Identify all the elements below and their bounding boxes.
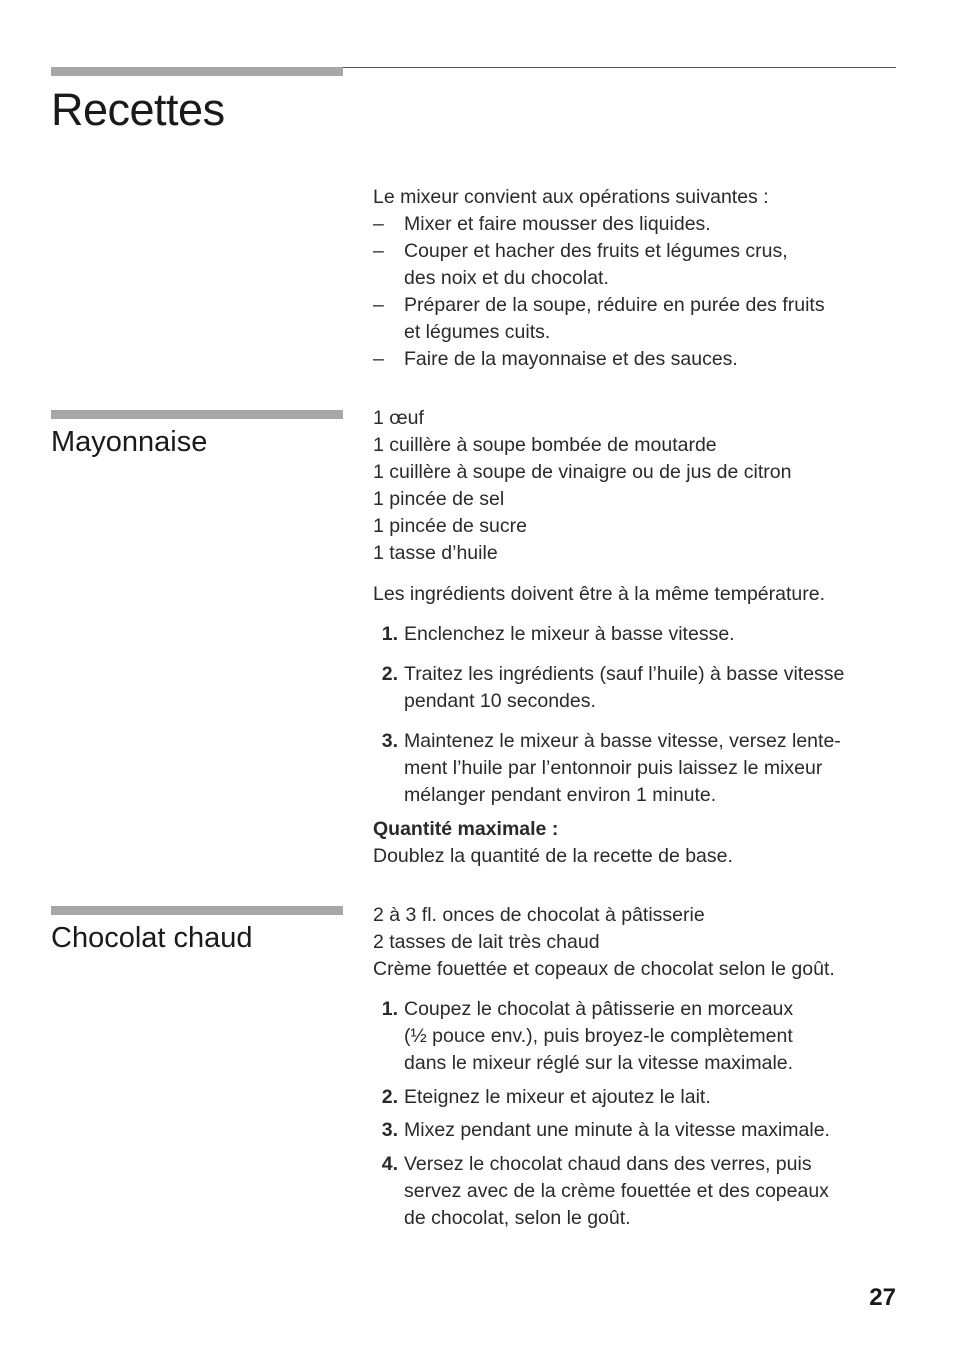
bullet-dash: – (373, 348, 384, 370)
section-bar-chocolat (51, 906, 343, 915)
chocolat-step-1: 1. Coupez le chocolat à pâtisserie en morceaux (½ pouce env.), puis broyez-le complètement dans le mixeur réglé sur la vitesse maximale. (373, 996, 896, 1077)
max-label: Quantité maximale : (373, 818, 559, 840)
mayonnaise-step-2: 2. Traitez les ingrédients (sauf l’huile) à basse vitesse pendant 10 secondes. (373, 661, 896, 715)
step-number: 2. (381, 663, 398, 685)
list-item: – Faire de la mayonnaise et des sauces. (373, 346, 896, 373)
ingredient: Crème fouettée et copeaux de chocolat selon le goût. (373, 958, 835, 980)
intro-block (373, 184, 896, 373)
bullet-dash: – (373, 294, 384, 316)
intro-lead: Le mixeur convient aux opérations suivantes : (373, 186, 769, 208)
step-number: 1. (381, 998, 398, 1020)
step-number: 2. (381, 1086, 398, 1108)
mayonnaise-note: Les ingrédients doivent être à la même température. (373, 583, 825, 605)
step-number: 3. (381, 730, 398, 752)
ingredient: 1 pincée de sel (373, 488, 505, 510)
bullet-dash: – (373, 213, 384, 235)
ingredient: 1 pincée de sucre (373, 515, 527, 537)
max-text: Doublez la quantité de la recette de base. (373, 845, 733, 867)
ingredient: 1 cuillère à soupe de vinaigre ou de jus de citron (373, 461, 792, 483)
step-number: 3. (381, 1119, 398, 1141)
step-number: 4. (381, 1153, 398, 1175)
mayonnaise-step-3: 3. Maintenez le mixeur à basse vitesse, versez lente- ment l’huile par l’entonnoir puis laissez le mixeur mélanger pendant environ 1 minute. (373, 728, 896, 809)
section-heading-chocolat: Chocolat chaud (51, 922, 253, 954)
page-title: Recettes (51, 84, 225, 135)
page-number: 27 (869, 1284, 896, 1311)
list-item: – Mixer et faire mousser des liquides. (373, 211, 896, 238)
section-bar-mayonnaise (51, 410, 343, 419)
list-item: – Préparer de la soupe, réduire en purée des fruits et légumes cuits. (373, 294, 825, 343)
ingredient: 1 tasse d’huile (373, 542, 498, 564)
chocolat-step-4: 4. Versez le chocolat chaud dans des verres, puis servez avec de la crème fouettée et des copeaux de chocolat, selon le goût. (373, 1151, 896, 1232)
ingredient: 1 cuillère à soupe bombée de moutarde (373, 434, 717, 456)
step-number: 1. (381, 623, 398, 645)
section-heading-mayonnaise: Mayonnaise (51, 426, 208, 458)
mayonnaise-max (373, 816, 896, 870)
ingredient: 2 à 3 fl. onces de chocolat à pâtisserie (373, 904, 705, 926)
mayonnaise-step-1: 1. Enclenchez le mixeur à basse vitesse. (373, 621, 896, 648)
ingredient: 1 œuf (373, 407, 424, 429)
title-bar (51, 67, 343, 76)
chocolat-step-2: 2. Eteignez le mixeur et ajoutez le lait. (373, 1084, 896, 1111)
ingredient: 2 tasses de lait très chaud (373, 931, 600, 953)
chocolat-ingredients (373, 902, 896, 983)
chocolat-step-3: 3. Mixez pendant une minute à la vitesse maximale. (373, 1117, 896, 1144)
bullet-dash: – (373, 240, 384, 262)
mayonnaise-ingredients (373, 405, 896, 567)
list-item: – Couper et hacher des fruits et légumes crus, des noix et du chocolat. (373, 240, 788, 289)
